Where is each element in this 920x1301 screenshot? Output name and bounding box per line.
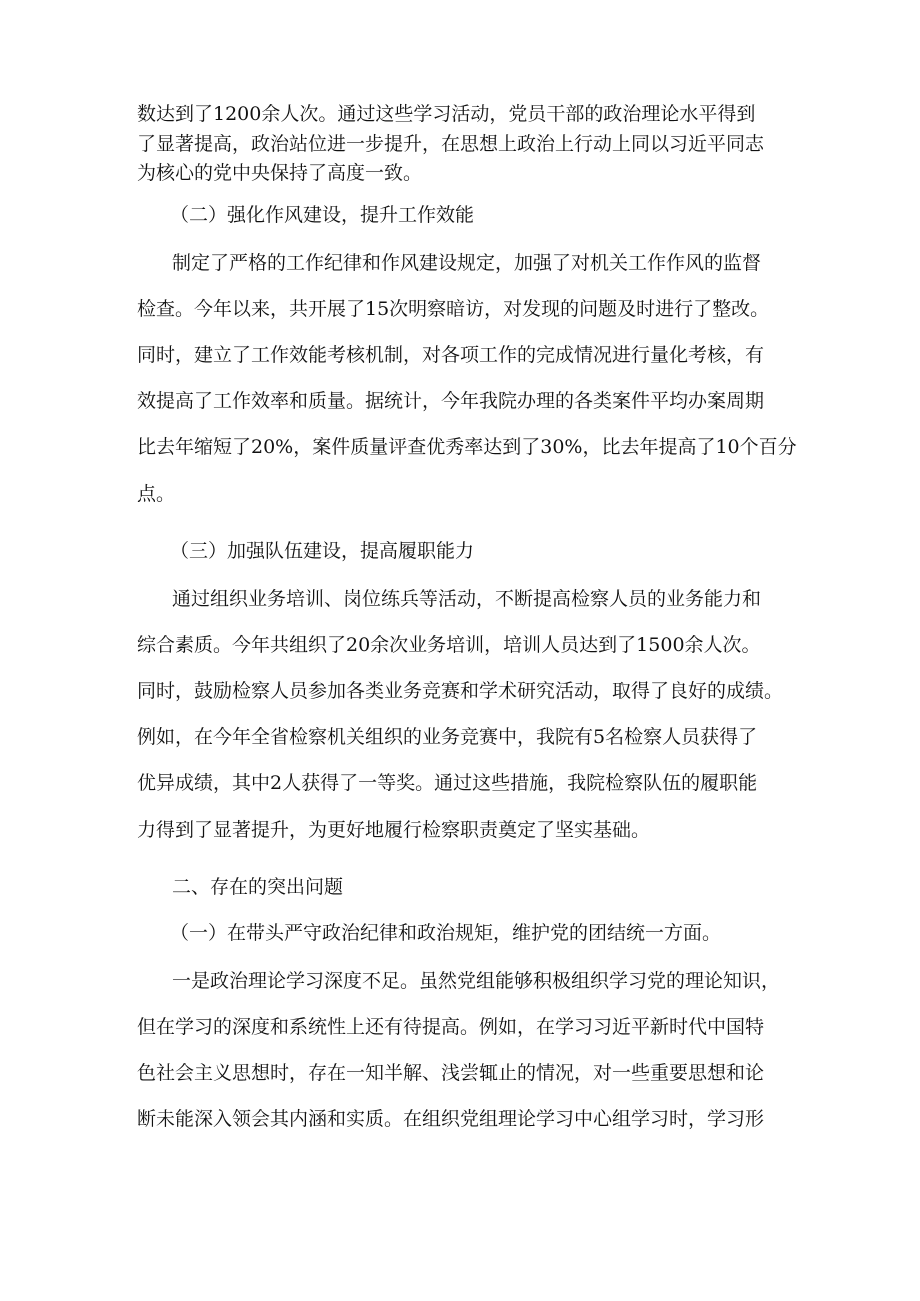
part-2-line-3: 色社会主义思想时，存在一知半解、浅尝辄止的情况，对一些重要思想和论 (137, 1062, 765, 1084)
part-2-subheading: （一）在带头严守政治纪律和政治规矩，维护党的团结统一方面。 (170, 922, 722, 944)
part-2-heading: 二、存在的突出问题 (172, 876, 344, 898)
section-2-line-3: 同时，建立了工作效能考核机制，对各项工作的完成情况进行量化考核，有 (137, 344, 765, 366)
section-3-heading: （三）加强队伍建设，提高履职能力 (170, 540, 475, 562)
section-3-line-4: 例如，在今年全省检察机关组织的业务竞赛中，我院有5名检察人员获得了 (137, 726, 758, 748)
section-2-line-6: 点。 (137, 483, 176, 505)
section-3-line-2: 综合素质。今年共组织了20余次业务培训，培训人员达到了1500余人次。 (137, 634, 761, 656)
part-2-line-2: 但在学习的深度和系统性上还有待提高。例如，在学习习近平新时代中国特 (137, 1016, 765, 1038)
section-2-line-4: 效提高了工作效率和质量。据统计，今年我院办理的各类案件平均办案周期 (137, 390, 765, 412)
intro-line-2: 了显著提高，政治站位进一步提升，在思想上政治上行动上同以习近平同志 (137, 133, 765, 155)
section-3-line-1: 通过组织业务培训、岗位练兵等活动，不断提高检察人员的业务能力和 (172, 588, 762, 610)
section-3-line-5: 优异成绩，其中2人获得了一等奖。通过这些措施，我院检察队伍的履职能 (137, 772, 758, 794)
section-2-line-2: 检查。今年以来，共开展了15次明察暗访，对发现的问题及时进行了整改。 (137, 298, 770, 320)
part-2-line-1: 一是政治理论学习深度不足。虽然党组能够积极组织学习党的理论知识， (172, 970, 781, 992)
intro-line-3: 为核心的党中央保持了高度一致。 (137, 162, 423, 184)
section-3-line-6: 力得到了显著提升，为更好地履行检察职责奠定了坚实基础。 (137, 819, 651, 841)
part-2-line-4: 断未能深入领会其内涵和实质。在组织党组理论学习中心组学习时，学习形 (137, 1108, 765, 1130)
section-3-line-3: 同时，鼓励检察人员参加各类业务竞赛和学术研究活动，取得了良好的成绩。 (137, 680, 784, 702)
section-2-heading: （二）强化作风建设，提升工作效能 (170, 204, 475, 226)
section-2-line-5: 比去年缩短了20%，案件质量评查优秀率达到了30%，比去年提高了10个百分 (137, 436, 797, 458)
intro-line-1: 数达到了1200余人次。通过这些学习活动，党员干部的政治理论水平得到 (137, 103, 756, 125)
section-2-line-1: 制定了严格的工作纪律和作风建设规定，加强了对机关工作作风的监督 (172, 252, 762, 274)
